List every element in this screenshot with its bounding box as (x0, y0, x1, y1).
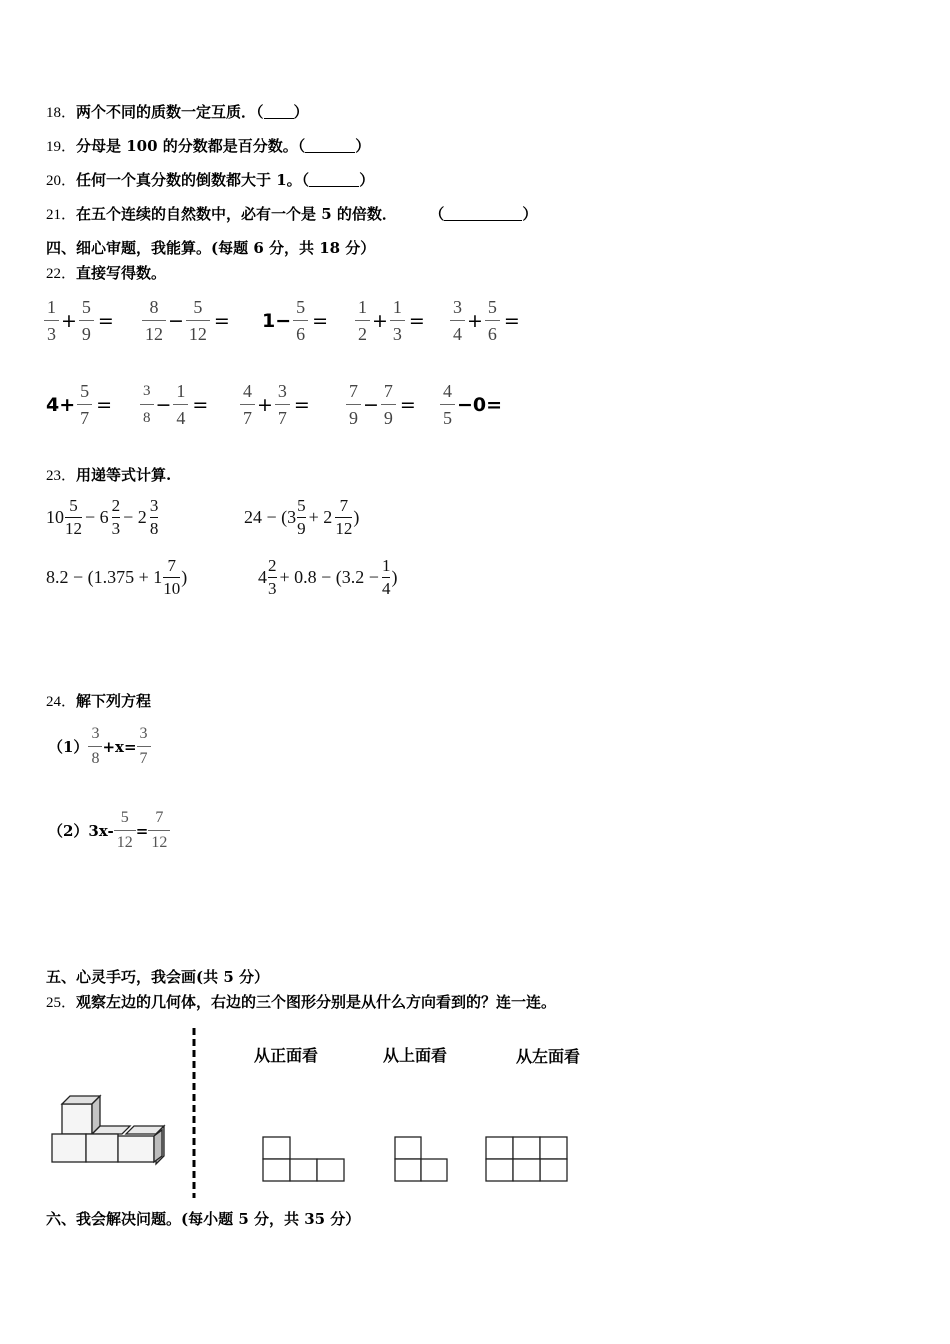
answer-blank[interactable] (264, 104, 294, 119)
fraction: 2 3 (111, 496, 121, 538)
fraction: 2 3 (268, 556, 277, 598)
fraction: $\frac{5}{6}$ (293, 296, 308, 345)
view-figure-2[interactable] (394, 1136, 450, 1184)
answer-blank[interactable] (305, 138, 355, 153)
question-23-title: 23．用递等式计算. (46, 466, 172, 484)
cube-solid-figure (48, 1090, 170, 1170)
calc-expression: $\frac{4}{7}$ + $\frac{3}{7}$ = (240, 380, 310, 429)
calc-expression: 10 5 12 − 6 2 3 − 2 3 8 (46, 496, 159, 538)
fraction: $\frac{5}{9}$ (79, 296, 94, 345)
calc-expression: 8.2 − (1.375 + 1 7 10 ) (46, 556, 188, 598)
calc-expression: 4 2 3 + 0.8 − (3.2 − 1 4 ) (258, 556, 398, 598)
view-label-top: 从上面看 (383, 1046, 448, 1065)
question-19: 19．分母是 100 的分数都是百分数。（ ） (46, 137, 371, 155)
question-18: 18．两个不同的质数一定互质．（ ） (46, 103, 309, 121)
fraction: $\frac{7}{12}$ (148, 808, 170, 853)
fraction: $\frac{4}{5}$ (440, 380, 455, 429)
dashed-divider (192, 1028, 196, 1198)
equation-2: （2）3x- $\frac{5}{12}$ = $\frac{7}{12}$ (48, 808, 170, 853)
section-5-title: 五、心灵手巧，我会画(共 5 分） (46, 968, 269, 986)
fraction: $\frac{3}{8}$ (88, 724, 102, 769)
view-label-front: 从正面看 (254, 1046, 319, 1065)
calc-expression: 4+ $\frac{5}{7}$ = (46, 381, 113, 428)
fraction: 5 12 (65, 496, 82, 538)
equation-1: （1） $\frac{3}{8}$ +x= $\frac{3}{7}$ (48, 724, 151, 769)
fraction: 7 10 (163, 556, 181, 598)
fraction: $\frac{4}{7}$ (240, 380, 255, 429)
fraction: 7 12 (335, 496, 353, 538)
calc-expression: $\frac{3}{4}$ + $\frac{5}{6}$ = (450, 296, 520, 345)
calc-expression: $\frac{4}{5}$ −0= (440, 380, 504, 429)
fraction: $\frac{1}{3}$ (44, 296, 59, 345)
fraction: 1 4 (381, 556, 391, 598)
calc-expression: $\frac{3}{8}$ − $\frac{1}{4}$ = (140, 380, 208, 429)
fraction: $\frac{3}{8}$ (140, 380, 154, 429)
question-22-title: 22．直接写得数。 (46, 264, 167, 282)
calc-expression: 24 − (3 5 9 + 2 7 12 ) (244, 496, 360, 538)
question-21: 21．在五个连续的自然数中，必有一个是 5 的倍数． （ ） (46, 205, 538, 223)
calc-expression: $\frac{1}{2}$ + $\frac{1}{3}$ = (355, 296, 425, 345)
fraction: 5 9 (297, 496, 306, 538)
view-figure-1[interactable] (262, 1136, 346, 1184)
fraction: $\frac{1}{2}$ (355, 296, 370, 345)
calc-expression: 1− $\frac{5}{6}$ = (262, 297, 329, 344)
calc-expression: $\frac{8}{12}$ − $\frac{5}{12}$ = (142, 296, 230, 345)
question-24-title: 24．解下列方程 (46, 692, 152, 710)
fraction: $\frac{3}{7}$ (275, 380, 290, 429)
section-4-title: 四、细心审题，我能算。(每题 6 分，共 18 分） (46, 239, 376, 257)
question-20: 20．任何一个真分数的倒数都大于 1。（ ） (46, 171, 375, 189)
view-figure-3[interactable] (485, 1136, 569, 1184)
fraction: $\frac{5}{12}$ (114, 808, 136, 853)
fraction: $\frac{3}{4}$ (450, 296, 465, 345)
fraction: $\frac{8}{12}$ (142, 296, 166, 345)
fraction: $\frac{7}{9}$ (346, 380, 361, 429)
fraction: $\frac{7}{9}$ (381, 380, 396, 429)
answer-blank[interactable] (444, 206, 522, 221)
fraction: $\frac{5}{7}$ (77, 380, 92, 429)
section-6-title: 六、我会解决问题。(每小题 5 分，共 35 分） (46, 1210, 361, 1228)
calc-expression: $\frac{1}{3}$ + $\frac{5}{9}$ = (44, 296, 114, 345)
fraction: $\frac{5}{6}$ (485, 296, 500, 345)
fraction: $\frac{1}{3}$ (390, 296, 405, 345)
fraction: $\frac{3}{7}$ (137, 724, 151, 769)
calc-expression: $\frac{7}{9}$ − $\frac{7}{9}$ = (346, 380, 416, 429)
fraction: $\frac{1}{4}$ (173, 380, 188, 429)
fraction: $\frac{5}{12}$ (186, 296, 210, 345)
fraction: 3 8 (149, 496, 159, 538)
answer-blank[interactable] (309, 172, 359, 187)
view-label-left: 从左面看 (516, 1047, 581, 1066)
question-25-title: 25．观察左边的几何体，右边的三个图形分别是从什么方向看到的？连一连。 (46, 993, 557, 1011)
